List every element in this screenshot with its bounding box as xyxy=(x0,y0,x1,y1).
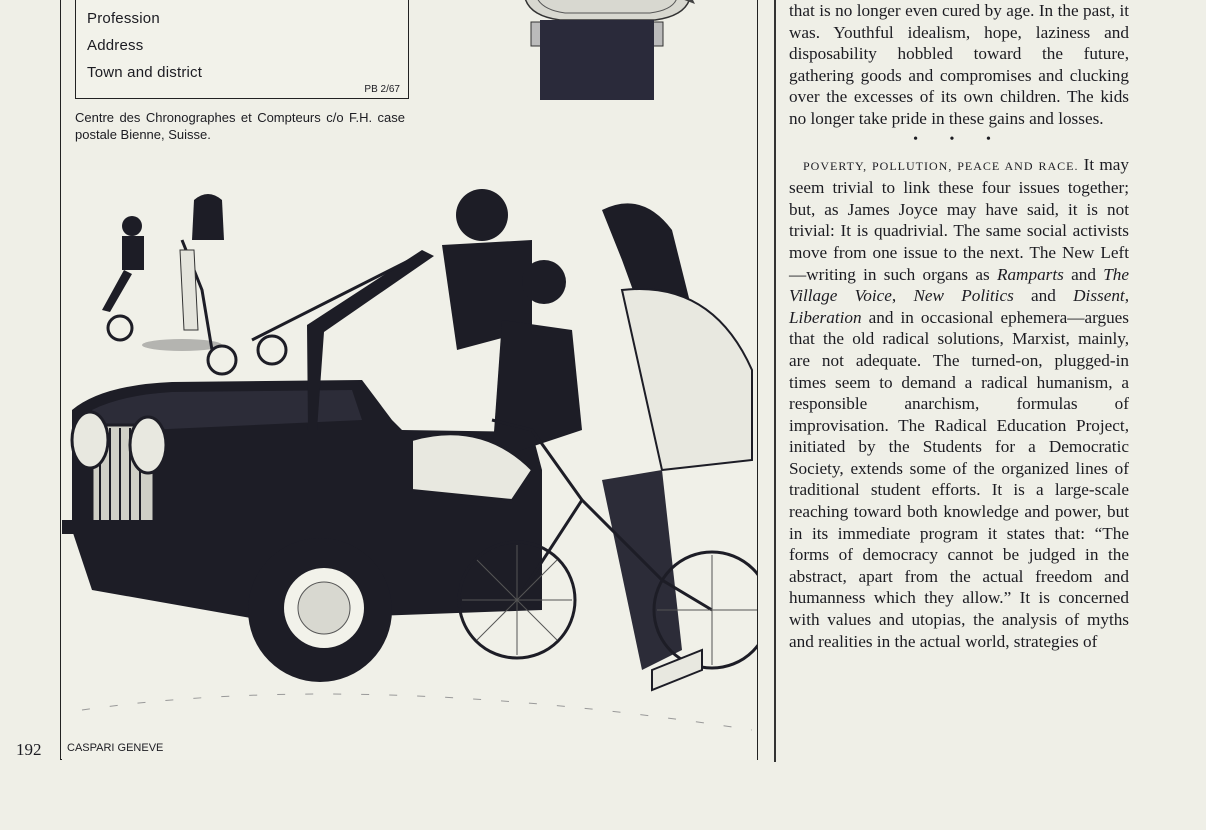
brand-name: CASPARI GENEVE xyxy=(67,742,164,754)
coupon-code: PB 2/67 xyxy=(364,84,400,95)
watch-image xyxy=(515,0,700,102)
article-column xyxy=(789,0,1129,652)
publication-title: Ramparts xyxy=(996,264,1064,284)
body-text: and xyxy=(1013,286,1074,306)
publication-title: New Politics xyxy=(913,286,1014,306)
body-text: It may seem trivial to link these four issues together; but, as James Joyce may have said, it is not trivial: It is quadrivial. The same social activists move from one issue to the next. The New Left—writing in such organs as xyxy=(789,154,1129,284)
page-number: 192 xyxy=(16,740,42,759)
article-intro-paragraph: that is no longer even cured by age. In the past, it was. Youthful idealism, hope, laziness and disposability hobbled toward the future, gathering goods and compromises and clucking over the excesses of its own children. The kids no longer take pride in these gains and losses. xyxy=(789,1,1129,128)
body-text: and xyxy=(1063,264,1104,284)
centre-address: Centre des Chronographes et Compteurs c/o F.H. case postale Bienne, Suisse. xyxy=(75,110,405,142)
body-text: , xyxy=(1124,286,1129,306)
coupon-field-profession: Profession xyxy=(87,10,160,27)
column-rule xyxy=(774,0,776,762)
publication-title: The Village Voice xyxy=(789,264,1129,306)
publication-title: Liberation xyxy=(789,307,862,327)
coupon-field-address: Address xyxy=(87,37,144,54)
body-text: and in occasional ephemera—argues that the old radical solutions, Marxist, mainly, are not adequate. The turned-on, plugged-in times seem to demand a radical humanism, a responsible anarchism, formulas of improvisation. The Radical Education Project, initiated by the Students for a Democratic Society, extends some of the organized lines of traditional student efforts. It is a large-scale reaching toward both knowledge and power, but in its immediate program it states that: “The forms of democracy cannot be judged in the abstract, apart from the actual freedom and humanness which they allow.” It is concerned with values and utopias, the analysis of myths and realities in the actual world, strategies of xyxy=(789,307,1129,651)
section-heading: POVERTY, POLLUTION, PEACE AND RACE. xyxy=(803,158,1079,173)
order-coupon xyxy=(75,0,409,99)
coupon-field-town: Town and district xyxy=(87,64,203,81)
body-text: , xyxy=(891,286,914,306)
jeep-bicycles-photo xyxy=(62,170,757,760)
publication-title: Dissent xyxy=(1073,286,1125,306)
section-separator: • • • xyxy=(913,131,1005,147)
article-main-paragraph xyxy=(789,154,1129,653)
